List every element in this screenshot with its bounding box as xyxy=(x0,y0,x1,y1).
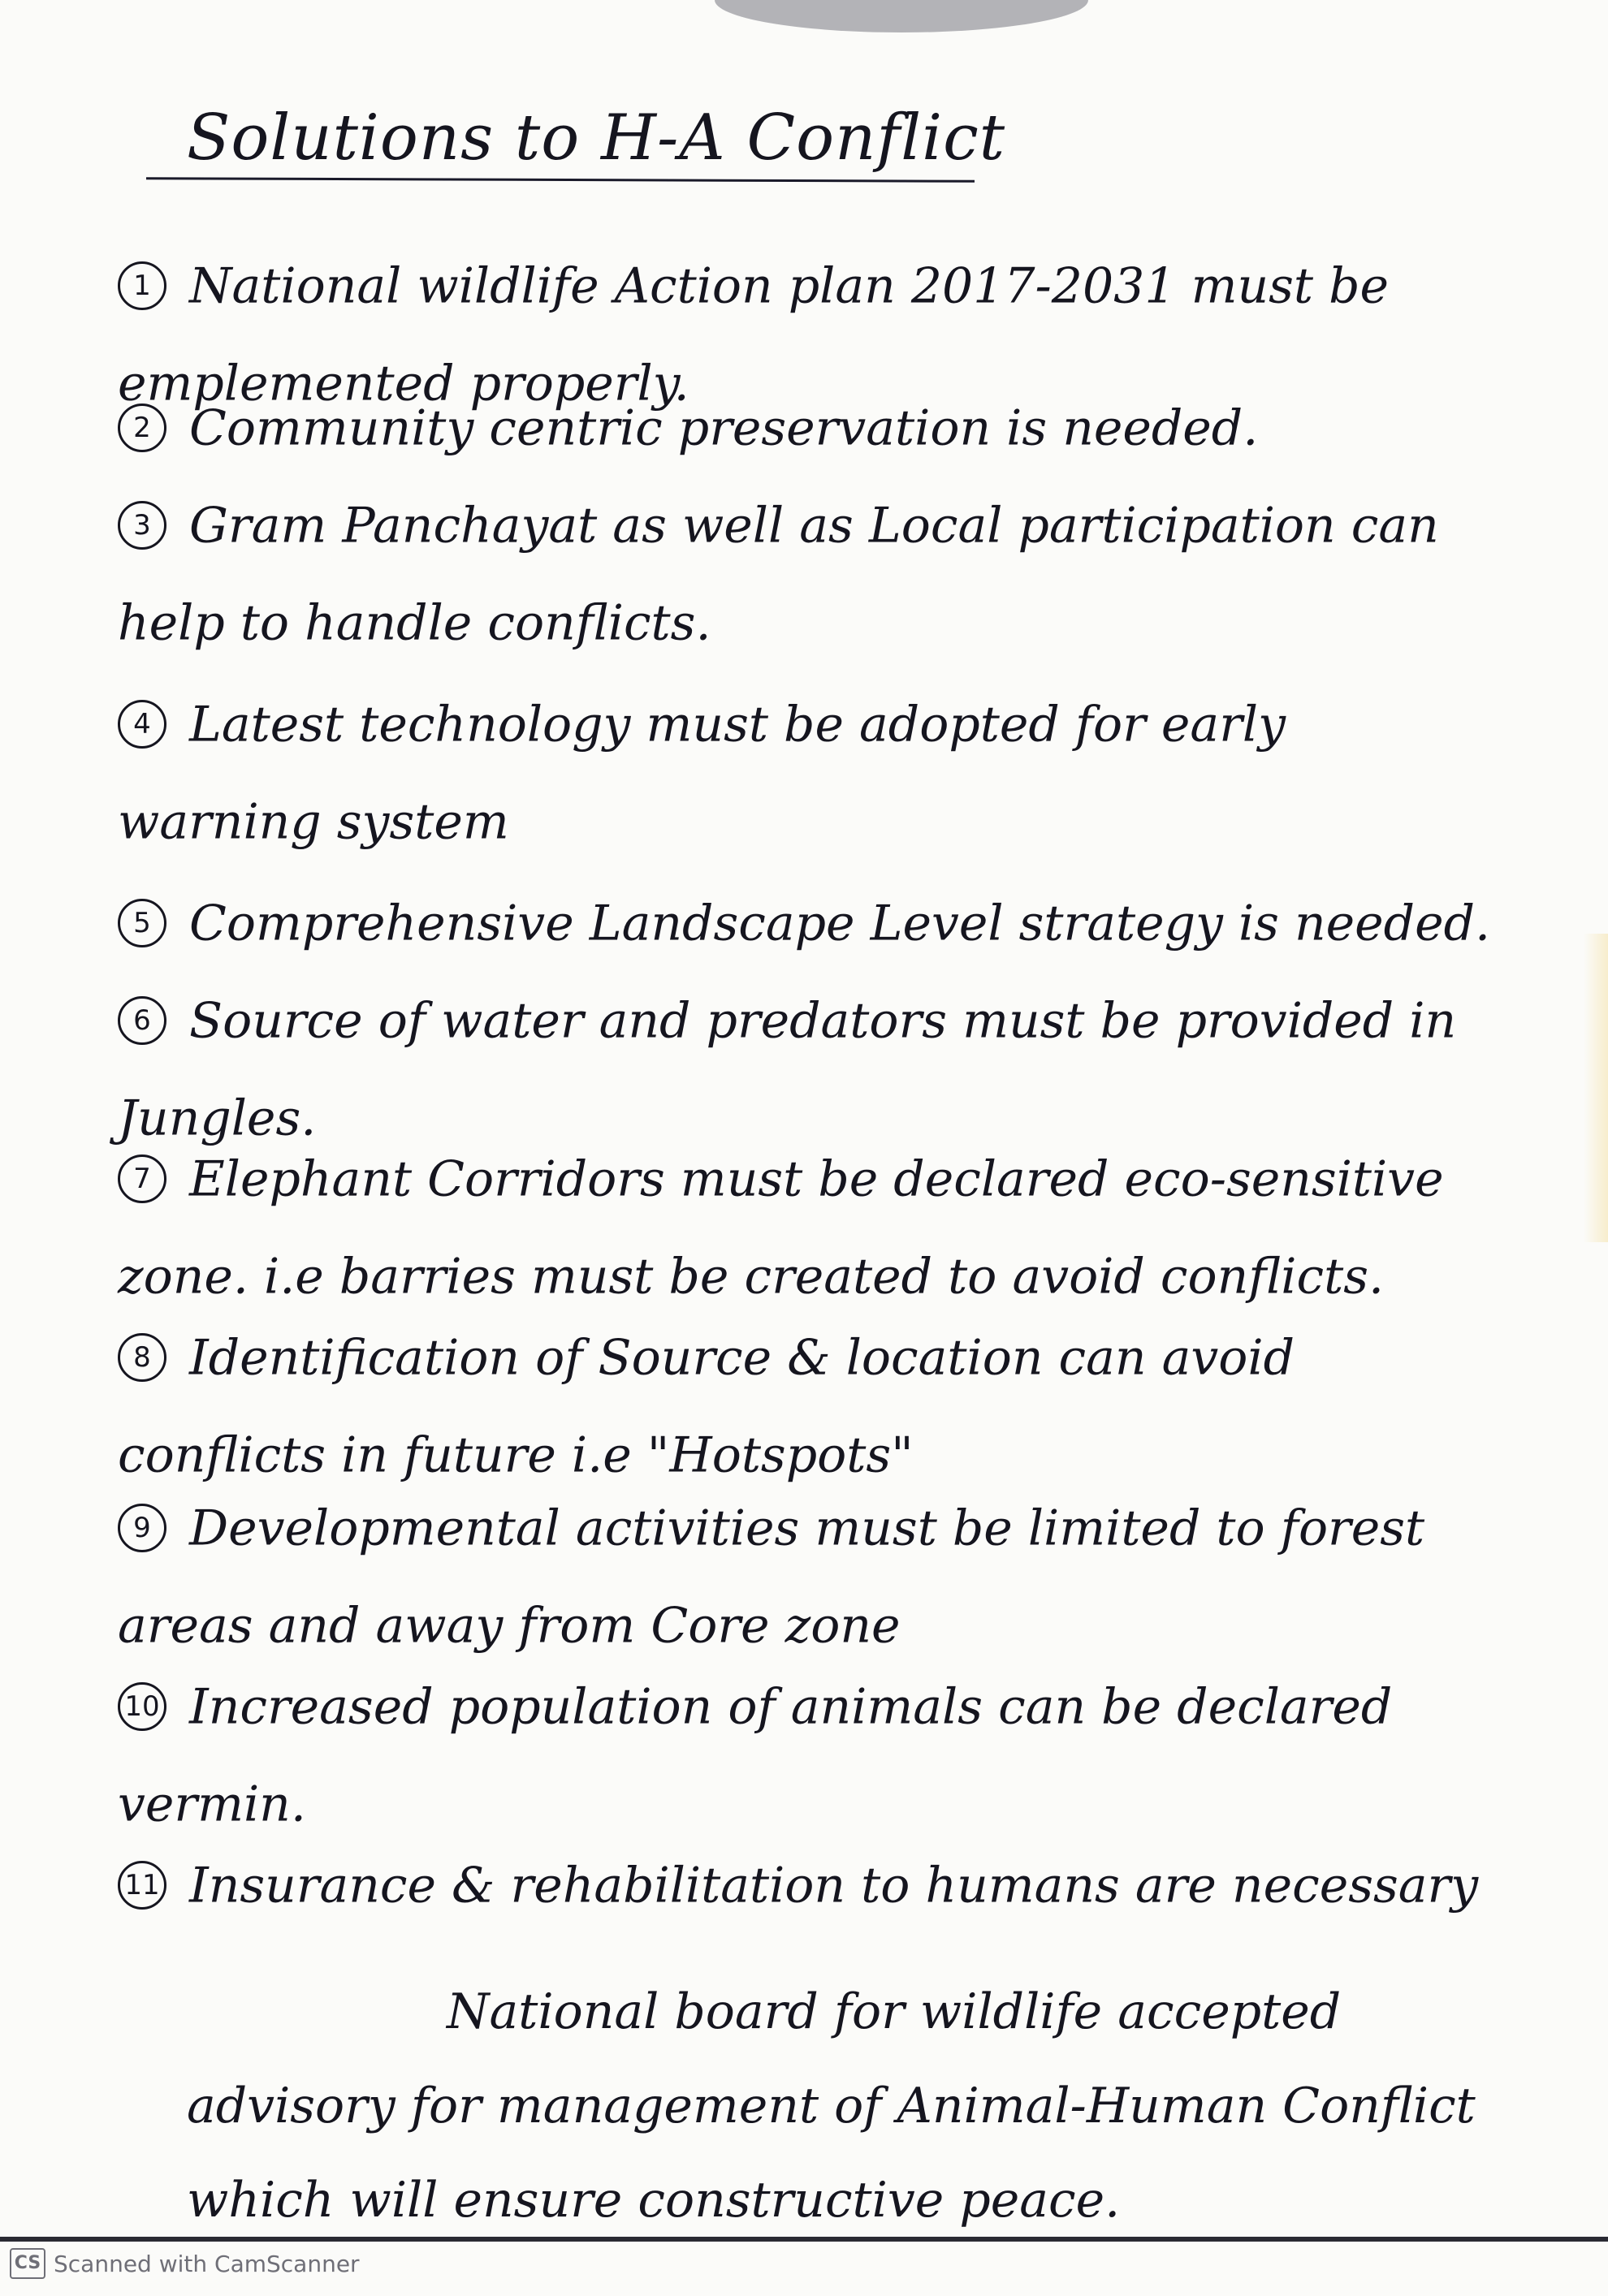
item-number: 9 xyxy=(118,1504,166,1552)
page-bottom-edge xyxy=(0,2237,1608,2242)
list-item xyxy=(118,1129,1498,1324)
item-number: 8 xyxy=(118,1333,166,1382)
item-text: Identification of Source & location can avoid conflicts in future i.e "Hotspots" xyxy=(118,1329,1295,1484)
item-number: 11 xyxy=(118,1861,166,1910)
list-item xyxy=(118,475,1498,671)
scan-shadow xyxy=(715,0,1088,32)
item-number: 10 xyxy=(118,1682,166,1731)
item-text: Increased population of animals can be declared vermin. xyxy=(118,1678,1393,1833)
item-text: Developmental activities must be limited to forest areas and away from Core zone xyxy=(118,1500,1425,1655)
item-number: 7 xyxy=(118,1154,166,1203)
item-number: 6 xyxy=(118,996,166,1045)
title-underline xyxy=(146,177,975,183)
item-number: 5 xyxy=(118,899,166,947)
list-item xyxy=(118,873,1498,970)
page-edge-shade xyxy=(1584,934,1608,1242)
item-number: 2 xyxy=(118,404,166,452)
item-text: Latest technology must be adopted for early warning system xyxy=(118,696,1286,851)
page-title: Solutions to H-A Conflict xyxy=(187,101,1006,175)
item-text: Source of water and predators must be provided in Jungles. xyxy=(118,992,1457,1147)
item-text: National wildlife Action plan 2017-2031 must be emplemented properly. xyxy=(118,257,1390,412)
closing-paragraph: National board for wildlife accepted advisory for management of Animal-Human Conflict which will ensure constructive peace. xyxy=(187,1983,1476,2229)
list-item xyxy=(118,674,1498,870)
item-number: 1 xyxy=(118,261,166,310)
item-text: Community centric preservation is needed. xyxy=(189,399,1259,457)
item-text: Gram Panchayat as well as Local participation can help to handle conflicts. xyxy=(118,497,1439,652)
list-item xyxy=(118,1307,1498,1503)
item-text: Comprehensive Landscape Level strategy is needed. xyxy=(189,895,1491,952)
list-item xyxy=(118,1656,1498,1852)
item-number: 4 xyxy=(118,700,166,749)
watermark-text: Scanned with CamScanner xyxy=(54,2250,360,2277)
item-text: Insurance & rehabilitation to humans are necessary xyxy=(189,1857,1479,1914)
item-number: 3 xyxy=(118,501,166,550)
scanner-watermark xyxy=(10,2247,360,2280)
camscanner-logo-icon: CS xyxy=(10,2248,45,2279)
item-text: Elephant Corridors must be declared eco-sensitive zone. i.e barries must be created to avoid conflicts. xyxy=(118,1150,1444,1306)
list-item xyxy=(118,378,1498,475)
list-item xyxy=(118,1835,1498,1932)
list-item xyxy=(118,1478,1498,1673)
